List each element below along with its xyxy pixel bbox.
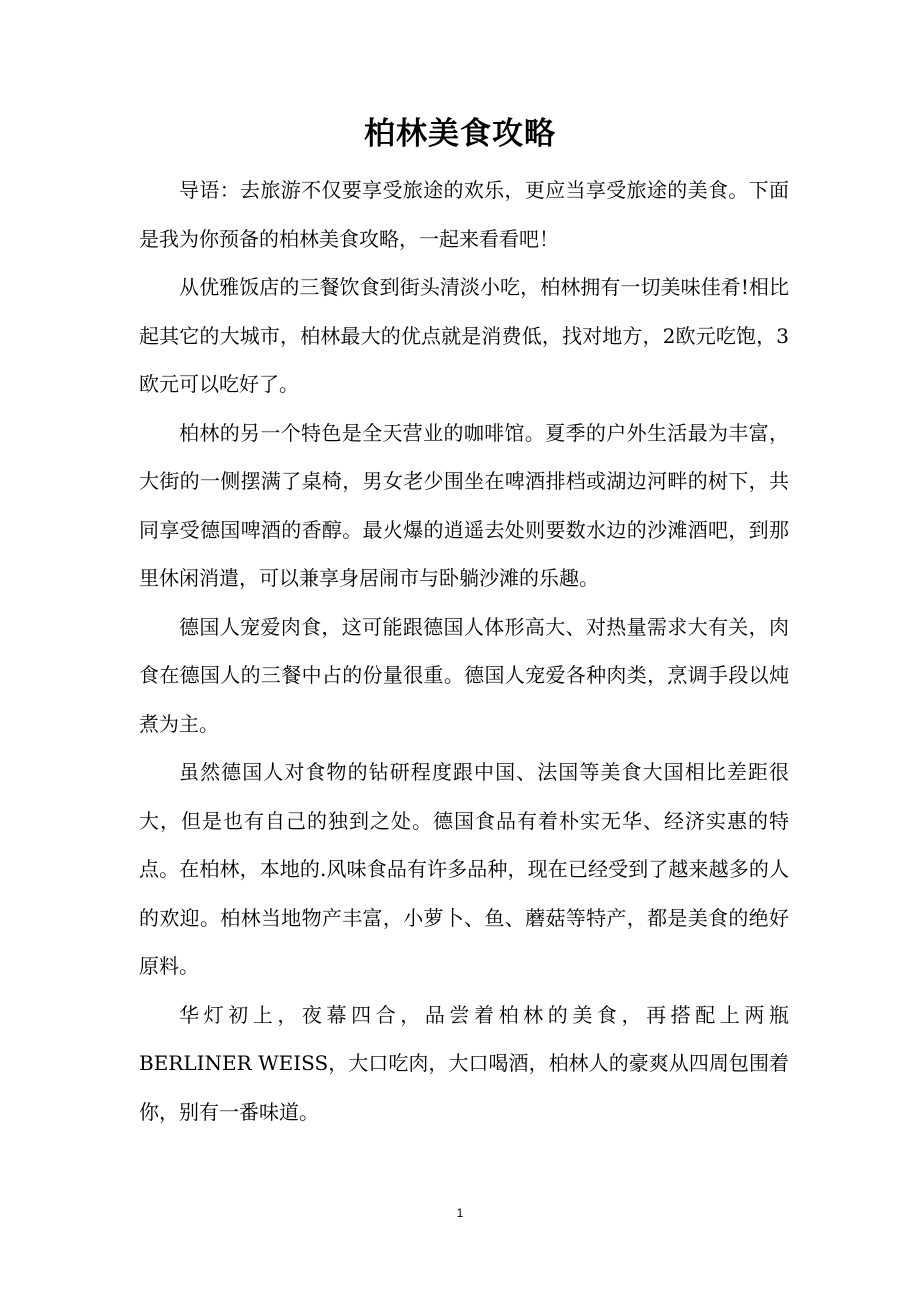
paragraph-german-food: 虽然德国人对食物的钻研程度跟中国、法国等美食大国相比差距很大，但是也有自己的独到之处。德国食品有着朴实无华、经济实惠的特点。在柏林，本地的.风味食品有许多品种，现在已经受到了越来越多的人的欢迎。柏林当地物产丰富，小萝卜、鱼、蘑菇等特产，都是美食的绝好原料。 — [139, 760, 789, 978]
document-body — [139, 166, 789, 1136]
page-number: 1 — [456, 1206, 464, 1220]
document-title: 柏林美食攻略 — [364, 116, 556, 152]
paragraph-cafes: 柏林的另一个特色是全天营业的咖啡馆。夏季的户外生活最为丰富，大街的一侧摆满了桌椅，男女老少围坐在啤酒排档或湖边河畔的树下，共同享受德国啤酒的香醇。最火爆的逍遥去处则要数水边的沙滩酒吧，到那里休闲消遣，可以兼享身居闹市与卧躺沙滩的乐趣。 — [139, 420, 789, 590]
paragraph-meat: 德国人宠爱肉食，这可能跟德国人体形高大、对热量需求大有关，肉食在德国人的三餐中占的份量很重。德国人宠爱各种肉类，烹调手段以炖煮为主。 — [139, 614, 789, 736]
paragraph-evening: 华灯初上，夜幕四合，品尝着柏林的美食，再搭配上两瓶BERLINER WEISS，大口吃肉，大口喝酒，柏林人的豪爽从四周包围着你，别有一番味道。 — [139, 1002, 789, 1124]
paragraph-dining-overview: 从优雅饭店的三餐饮食到街头清淡小吃，柏林拥有一切美味佳肴!相比起其它的大城市，柏林最大的优点就是消费低，找对地方，2欧元吃饱，3欧元可以吃好了。 — [139, 275, 789, 396]
paragraph-intro: 导语：去旅游不仅要享受旅途的欢乐，更应当享受旅途的美食。下面是我为你预备的柏林美食攻略，一起来看看吧！ — [139, 178, 789, 251]
